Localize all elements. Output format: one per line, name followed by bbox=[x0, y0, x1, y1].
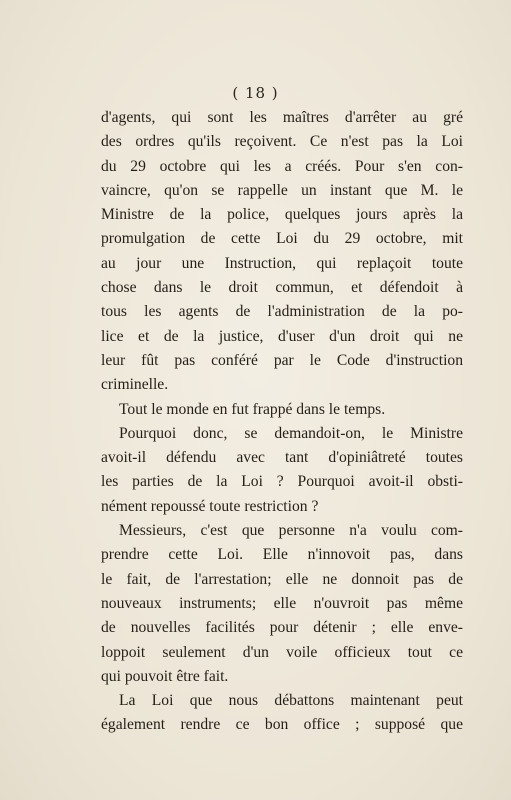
text-line: le fait, de l'arrestation; elle ne donnoit pas de bbox=[101, 570, 463, 588]
text-line: La Loi que nous débattons maintenant peut bbox=[119, 692, 463, 710]
text-line: Messieurs, c'est que personne n'a voulu com- bbox=[119, 522, 463, 540]
text-line: d'agents, qui sont les maîtres d'arrêter au gré bbox=[101, 109, 463, 126]
text-line: leur fût pas conféré par le Code d'instruction bbox=[101, 351, 463, 369]
text-line: prendre cette Loi. Elle n'innovoit pas, dans bbox=[101, 546, 463, 564]
text-line: Pourquoi donc, se demandoit-on, le Ministre bbox=[119, 424, 463, 442]
text-line: qui pouvoit être fait. bbox=[101, 667, 229, 685]
text-line: Tout le monde en fut frappé dans le temps. bbox=[119, 400, 386, 418]
text-line: criminelle. bbox=[101, 376, 169, 394]
text-line: lice et de la justice, d'user d'un droit qui ne bbox=[101, 327, 463, 345]
page-number: ( 18 ) bbox=[232, 84, 279, 102]
text-line: nouveaux instruments; elle n'ouvroit pas même bbox=[101, 594, 463, 612]
text-line: du 29 octobre qui les a créés. Pour s'en con- bbox=[101, 157, 463, 175]
text-line: tous les agents de l'administration de la po- bbox=[101, 303, 463, 321]
text-line: de nouvelles facilités pour détenir ; elle enve- bbox=[101, 619, 463, 637]
text-line: des ordres qu'ils reçoivent. Ce n'est pas la Loi bbox=[101, 133, 463, 151]
text-line: vaincre, qu'on se rappelle un instant que M. le bbox=[101, 181, 463, 199]
text-line: les parties de la Loi ? Pourquoi avoit-il obsti- bbox=[101, 473, 463, 491]
text-line: chose dans le droit commun, et défendoit à bbox=[101, 279, 463, 297]
body-text bbox=[101, 106, 463, 738]
text-line: au jour une Instruction, qui replaçoit toute bbox=[101, 254, 463, 272]
text-line: promulgation de cette Loi du 29 octobre, mit bbox=[101, 230, 463, 248]
text-line: Ministre de la police, quelques jours après la bbox=[101, 206, 463, 224]
text-line: nément repoussé toute restriction ? bbox=[101, 497, 319, 515]
text-line: loppoit seulement d'un voile officieux tout ce bbox=[101, 643, 463, 661]
text-line: avoit-il défendu avec tant d'opiniâtreté toutes bbox=[101, 449, 463, 467]
text-line: également rendre ce bon office ; supposé que bbox=[101, 716, 463, 734]
